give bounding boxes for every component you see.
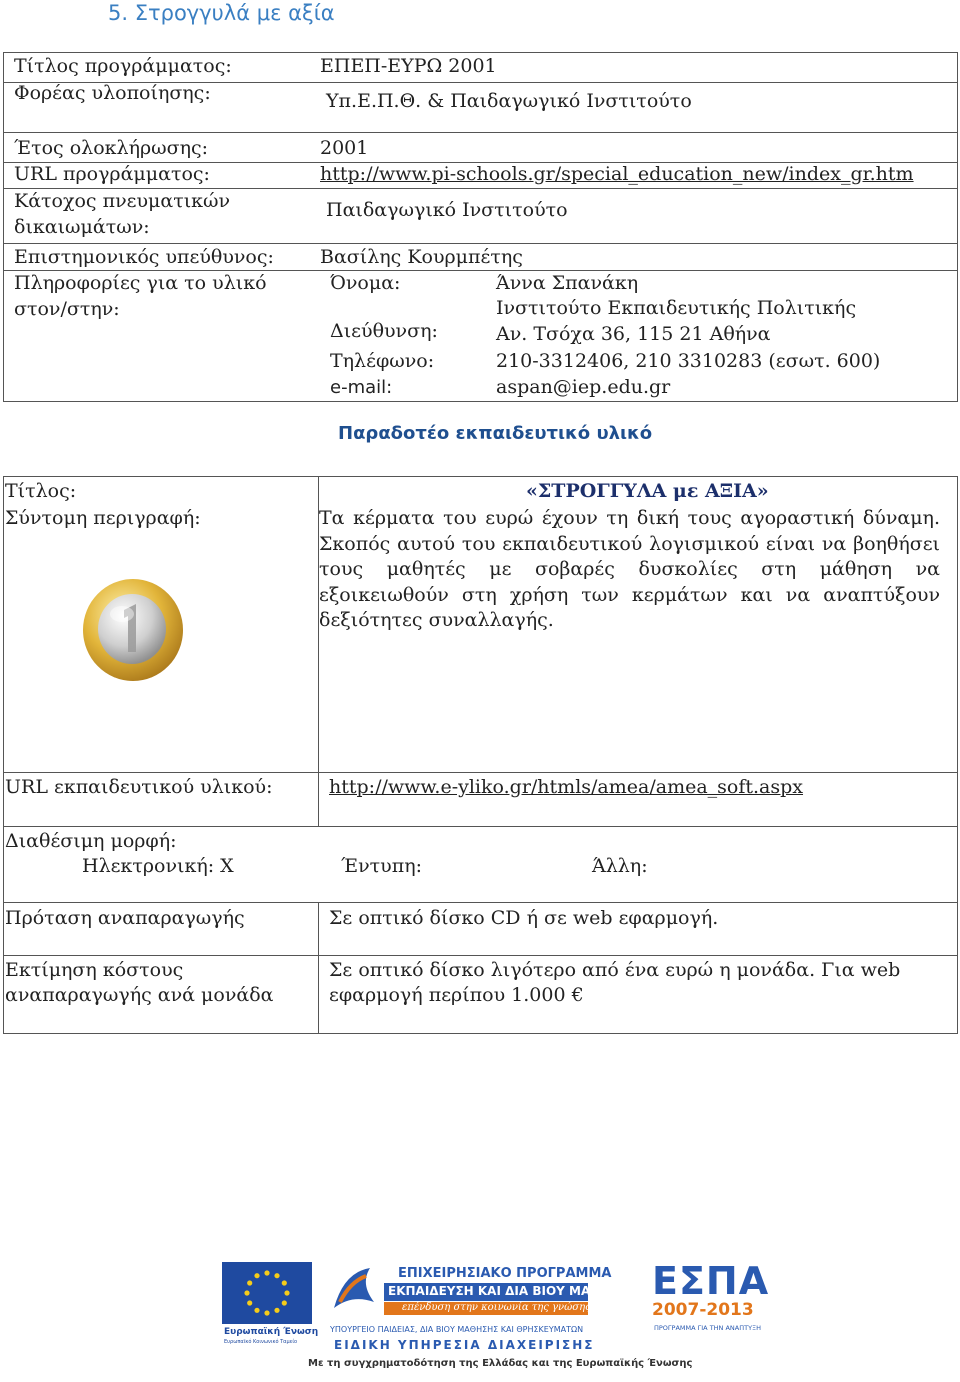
- program-url-label: URL προγράμματος:: [14, 163, 210, 185]
- contact-organization-value: Ινστιτούτο Εκπαιδευτικής Πολιτικής: [496, 297, 857, 319]
- op-title: ΕΠΙΧΕΙΡΗΣΙΑΚΟ ΠΡΟΓΡΑΜΜΑ: [398, 1266, 612, 1281]
- copyright-holder-label: Κάτοχος πνευματικών: [14, 190, 231, 212]
- eu-star-icon: [264, 1310, 269, 1315]
- eu-star-icon: [282, 1300, 287, 1305]
- deliverable-title-value: «ΣΤΡΟΓΓΥΛΑ με ΑΞΙΑ»: [526, 480, 769, 502]
- op-emblem-icon: [330, 1262, 378, 1314]
- contact-info-label: Πληροφορίες για το υλικό: [14, 272, 267, 294]
- format-electronic: Ηλεκτρονική: Χ: [82, 855, 234, 877]
- cost-estimate-label: Εκτίμηση κόστους: [5, 959, 184, 981]
- scientific-lead-label: Επιστημονικός υπεύθυνος:: [14, 246, 274, 268]
- op-tagline: επένδυση στην κοινωνία της γνώσης: [402, 1302, 591, 1313]
- cost-estimate-value: Σε οπτικό δίσκο λιγότερο από ένα ευρώ η μονάδα. Για web: [329, 959, 901, 981]
- implementing-body-label: Φορέας υλοποίησης:: [14, 82, 211, 104]
- contact-phone-value: 210-3312406, 210 3310283 (εσωτ. 600): [496, 350, 881, 372]
- table-divider: [3, 243, 958, 244]
- deliverable-title-label: Τίτλος:: [5, 480, 77, 502]
- table-divider: [3, 270, 958, 271]
- euro-coin-image: [78, 574, 188, 686]
- eu-star-icon: [247, 1300, 252, 1305]
- eu-star-icon: [247, 1280, 252, 1285]
- eu-star-icon: [244, 1290, 249, 1295]
- contact-phone-label: Τηλέφωνο:: [330, 350, 435, 372]
- format-print: Έντυπη:: [341, 855, 422, 877]
- deliverable-heading: Παραδοτέο εκπαιδευτικό υλικό: [338, 423, 653, 444]
- espa-subtitle: ΠΡΟΓΡΑΜΜΑ ΓΙΑ ΤΗΝ ΑΝΑΠΤΥΞΗ: [654, 1324, 762, 1332]
- short-description-label: Σύντομη περιγραφή:: [5, 507, 201, 529]
- reproduction-proposal-label: Πρόταση αναπαραγωγής: [5, 907, 245, 929]
- format-other: Άλλη:: [592, 855, 648, 877]
- implementing-body-value: Υπ.Ε.Π.Θ. & Παιδαγωγικό Ινστιτούτο: [326, 90, 692, 112]
- eu-subtitle: Ευρωπαϊκό Κοινωνικό Ταμείο: [224, 1339, 298, 1345]
- op-emblem: [330, 1262, 378, 1314]
- contact-email-label: e-mail:: [330, 377, 393, 398]
- copyright-holder-value: Παιδαγωγικό Ινστιτούτο: [326, 199, 568, 221]
- eu-star-icon: [282, 1280, 287, 1285]
- eu-star-icon: [264, 1270, 269, 1275]
- material-url-label: URL εκπαιδευτικού υλικού:: [5, 776, 273, 798]
- op-subtitle: ΕΚΠΑΙΔΕΥΣΗ ΚΑΙ ΔΙΑ ΒΙΟΥ ΜΑΘΗΣΗ: [388, 1284, 629, 1298]
- scientific-lead-value: Βασίλης Κουρμπέτης: [320, 246, 523, 268]
- completion-year-label: Έτος ολοκλήρωσης:: [14, 137, 209, 159]
- copyright-holder-label-cont: δικαιωμάτων:: [14, 216, 150, 238]
- espa-logo: ΕΣΠΑ: [652, 1259, 770, 1303]
- section-heading: 5. Στρογγυλά με αξία: [108, 1, 335, 25]
- contact-address-label: Διεύθυνση:: [330, 320, 438, 342]
- cost-estimate-label-cont: αναπαραγωγής ανά μονάδα: [5, 984, 274, 1006]
- contact-address-value: Αν. Τσόχα 36, 115 21 Αθήνα: [496, 323, 771, 345]
- cost-estimate-value-cont: εφαρμογή περίπου 1.000 €: [329, 984, 584, 1006]
- completion-year-value: 2001: [320, 137, 369, 159]
- eu-flag-icon: [222, 1262, 312, 1324]
- table-divider: [3, 955, 958, 956]
- eu-star-icon: [254, 1308, 259, 1313]
- reproduction-proposal-value: Σε οπτικό δίσκο CD ή σε web εφαρμογή.: [329, 907, 719, 929]
- table-divider: [3, 132, 958, 133]
- material-url-link[interactable]: http://www.e-yliko.gr/htmls/amea/amea_soft.aspx: [329, 776, 804, 798]
- contact-name-value: Άννα Σπανάκη: [496, 272, 639, 294]
- eu-flag-logo: [222, 1262, 312, 1324]
- eu-label: Ευρωπαϊκή Ένωση: [224, 1327, 319, 1337]
- table-column-divider: [318, 902, 319, 1034]
- contact-info-label-cont: στον/στην:: [14, 298, 120, 320]
- available-format-label: Διαθέσιμη μορφή:: [5, 830, 177, 852]
- table-divider: [3, 902, 958, 903]
- eu-star-icon: [254, 1273, 259, 1278]
- short-description-text: Τα κέρματα του ευρώ έχουν τη δική τους αγοραστική δύναμη. Σκοπός αυτού του εκπαιδευτικού λογισμικού είναι να βοηθήσει τους μαθητές με σοβαρές δυσκολίες στη μάθηση να εξοικειωθούν στη χρήση των κερμάτων και να αναπτύξουν δεξιότητες συναλλαγής.: [319, 507, 940, 631]
- eu-star-icon: [274, 1273, 279, 1278]
- ministry-line: ΥΠΟΥΡΓΕΙΟ ΠΑΙΔΕΙΑΣ, ΔΙΑ ΒΙΟΥ ΜΑΘΗΣΗΣ ΚΑΙ ΘΡΗΣΚΕΥΜΑΤΩΝ: [330, 1325, 584, 1334]
- table-divider: [3, 826, 958, 827]
- table-divider: [3, 772, 958, 773]
- contact-email-value: aspan@iep.edu.gr: [496, 376, 671, 398]
- eu-star-icon: [284, 1290, 289, 1295]
- table-divider: [3, 188, 958, 189]
- managing-authority-line: ΕΙΔΙΚΗ ΥΠΗΡΕΣΙΑ ΔΙΑΧΕΙΡΙΣΗΣ: [334, 1338, 595, 1352]
- program-title-value: ΕΠΕΠ-ΕΥΡΩ 2001: [320, 55, 497, 77]
- program-url-link[interactable]: http://www.pi-schools.gr/special_education_new/index_gr.htm: [320, 163, 914, 185]
- program-title-label: Τίτλος προγράμματος:: [14, 55, 232, 77]
- contact-name-label: Όνομα:: [330, 272, 401, 294]
- eu-star-icon: [274, 1308, 279, 1313]
- cofinancing-note: Με τη συγχρηματοδότηση της Ελλάδας και της Ευρωπαϊκής Ένωσης: [308, 1358, 693, 1369]
- espa-years: 2007-2013: [652, 1300, 754, 1320]
